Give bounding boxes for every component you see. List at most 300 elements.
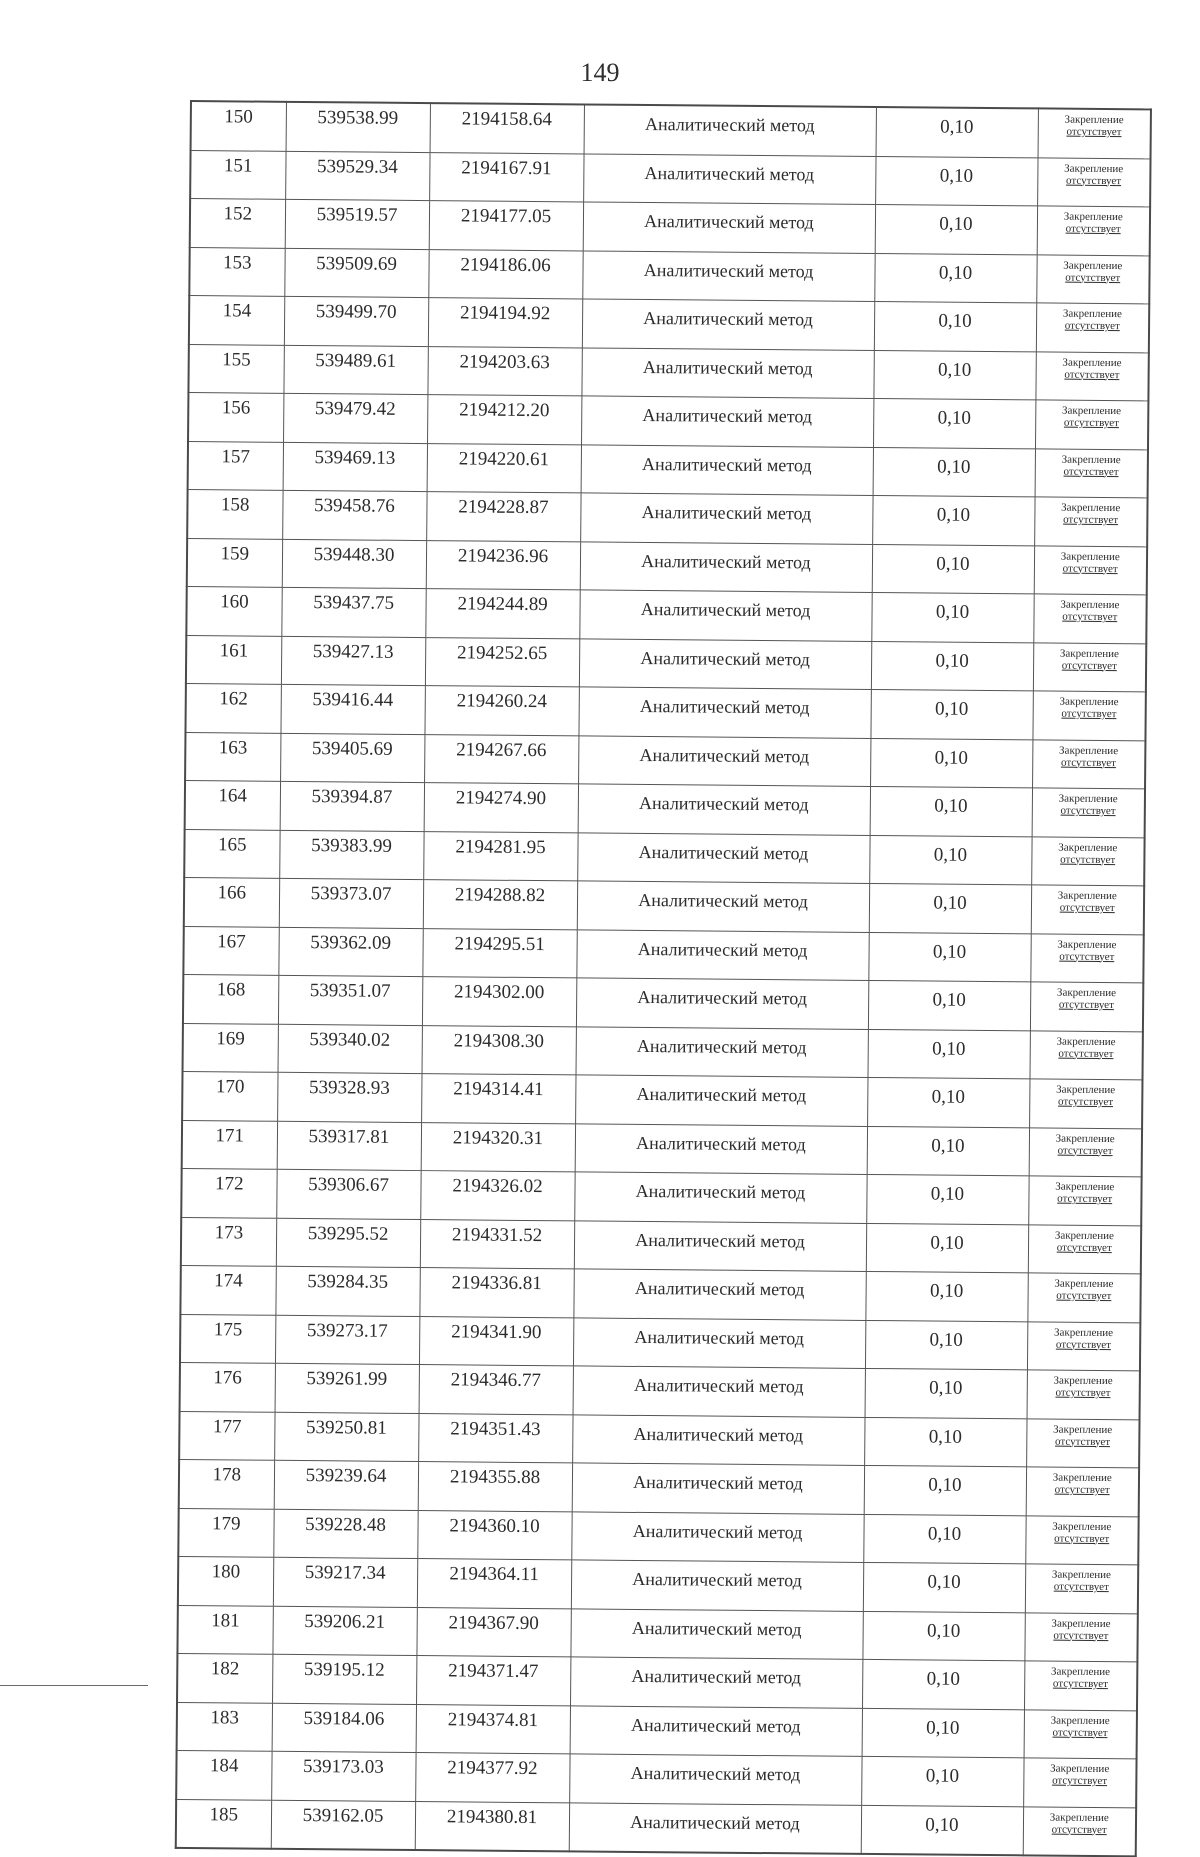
fixation-line-2: отсутствует [1066,174,1122,187]
fixation-line-1: Закрепление [1054,1277,1114,1291]
x-coordinate-cell: 539362.09 [278,927,422,977]
x-coordinate-cell: 539228.48 [273,1509,417,1559]
fixation-line-1: Закрепление [1053,1374,1113,1388]
x-coordinate-cell: 539184.06 [272,1703,416,1753]
y-coordinate-cell: 2194267.66 [424,734,578,784]
fixation-line-2: отсутствует [1051,1823,1107,1836]
point-number-cell: 181 [177,1605,272,1654]
fixation-cell [1036,254,1149,303]
method-cell: Аналитический метод [578,735,870,786]
method-cell: Аналитический метод [571,1511,863,1562]
table-row [186,635,1146,692]
accuracy-cell: 0,10 [869,883,1031,933]
fixation-cell [1034,497,1147,546]
fixation-line-2: отсутствует [1061,707,1117,721]
x-coordinate-cell: 539217.34 [273,1557,417,1607]
fixation-line-2: отсутствует [1060,804,1116,818]
method-cell: Аналитический метод [580,493,872,544]
y-coordinate-cell: 2194351.43 [418,1413,572,1463]
method-cell: Аналитический метод [570,1657,862,1708]
fixation-line-1: Закрепление [1062,356,1122,369]
fixation-line-1: Закрепление [1061,453,1121,466]
x-coordinate-cell: 539328.93 [277,1072,421,1122]
fixation-line-1: Закрепление [1060,550,1120,563]
method-cell: Аналитический метод [570,1705,862,1756]
fixation-cell [1036,303,1149,352]
fixation-line-1: Закрепление [1057,938,1117,951]
table-row [180,1314,1140,1371]
accuracy-cell: 0,10 [864,1465,1026,1515]
x-coordinate-cell: 539295.52 [276,1218,420,1268]
table-row [187,489,1147,546]
table-row [186,586,1146,643]
method-cell: Аналитический метод [573,1366,865,1417]
fixation-line-2: отсутствует [1061,659,1117,672]
fixation-line-1: Закрепление [1050,1665,1111,1679]
table-row [182,1120,1142,1177]
fixation-line-2: отсутствует [1065,271,1121,284]
y-coordinate-cell: 2194260.24 [424,686,578,736]
method-cell: Аналитический метод [569,1754,861,1805]
point-number-cell: 180 [178,1556,273,1605]
table-row [176,1799,1136,1856]
fixation-line-1: Закрепление [1060,598,1120,612]
table-row [177,1605,1137,1662]
x-coordinate-cell: 539499.70 [284,296,428,346]
method-cell: Аналитический метод [575,1075,867,1126]
footer-rule [0,1685,148,1686]
accuracy-cell: 0,10 [862,1708,1024,1758]
point-number-cell: 156 [188,392,283,441]
x-coordinate-cell: 539173.03 [271,1751,415,1801]
fixation-line-1: Закрепление [1054,1229,1114,1242]
accuracy-cell: 0,10 [873,447,1035,497]
x-coordinate-cell: 539437.75 [281,587,425,637]
fixation-cell [1034,545,1147,594]
fixation-cell [1025,1515,1138,1564]
point-number-cell: 183 [177,1702,272,1751]
fixation-cell [1032,691,1145,740]
table-row [178,1508,1138,1565]
point-number-cell: 160 [186,586,281,635]
accuracy-cell: 0,10 [874,253,1036,303]
coordinates-table [175,100,1152,1857]
y-coordinate-cell: 2194274.90 [424,783,578,833]
table-body [176,101,1151,1856]
table-row [190,150,1150,207]
fixation-line-2: отсутствует [1056,1241,1112,1254]
y-coordinate-cell: 2194167.91 [429,152,583,202]
method-cell: Аналитический метод [576,978,868,1029]
y-coordinate-cell: 2194374.81 [416,1704,570,1754]
point-number-cell: 165 [184,829,279,878]
table-row [179,1411,1139,1468]
method-cell: Аналитический метод [578,784,870,835]
point-number-cell: 158 [187,489,282,538]
x-coordinate-cell: 539538.99 [286,102,430,152]
table-row [187,538,1147,595]
accuracy-cell: 0,10 [863,1514,1025,1564]
y-coordinate-cell: 2194367.90 [416,1607,570,1657]
fixation-cell [1029,1030,1142,1079]
method-cell: Аналитический метод [580,541,872,592]
x-coordinate-cell: 539427.13 [281,636,425,686]
point-number-cell: 164 [185,780,280,829]
fixation-line-2: отсутствует [1052,1774,1108,1788]
fixation-line-2: отсутствует [1053,1629,1109,1642]
y-coordinate-cell: 2194326.02 [420,1171,574,1221]
fixation-line-2: отсутствует [1066,125,1122,139]
fixation-line-1: Закрепление [1064,162,1124,175]
accuracy-cell: 0,10 [866,1174,1028,1224]
table-row [190,199,1150,256]
fixation-line-2: отсутствует [1060,853,1116,866]
accuracy-cell: 0,10 [867,1029,1029,1079]
x-coordinate-cell: 539195.12 [272,1654,416,1704]
point-number-cell: 166 [184,877,279,926]
accuracy-cell: 0,10 [872,544,1034,594]
point-number-cell: 170 [182,1071,277,1120]
y-coordinate-cell: 2194158.64 [430,103,584,153]
method-cell: Аналитический метод [579,638,871,689]
fixation-line-1: Закрепление [1051,1617,1111,1630]
page-number: 149 [580,58,620,87]
fixation-cell [1025,1564,1138,1613]
y-coordinate-cell: 2194295.51 [422,928,576,978]
y-coordinate-cell: 2194203.63 [427,346,581,396]
accuracy-cell: 0,10 [865,1271,1027,1321]
accuracy-cell: 0,10 [865,1320,1027,1370]
fixation-cell [1023,1806,1136,1856]
method-cell: Аналитический метод [570,1608,862,1659]
point-number-cell: 178 [179,1459,274,1508]
fixation-cell [1023,1758,1136,1807]
fixation-cell [1026,1467,1139,1516]
x-coordinate-cell: 539261.99 [275,1363,419,1413]
y-coordinate-cell: 2194314.41 [421,1074,575,1124]
fixation-cell [1032,739,1145,788]
fixation-line-1: Закрепление [1052,1520,1112,1533]
accuracy-cell: 0,10 [862,1611,1024,1661]
table-row [188,344,1148,401]
fixation-cell [1027,1321,1140,1370]
x-coordinate-cell: 539273.17 [275,1315,419,1365]
accuracy-cell: 0,10 [862,1659,1024,1709]
y-coordinate-cell: 2194281.95 [423,831,577,881]
y-coordinate-cell: 2194288.82 [423,880,577,930]
accuracy-cell: 0,10 [865,1368,1027,1418]
x-coordinate-cell: 539405.69 [280,733,424,783]
accuracy-cell: 0,10 [875,156,1037,206]
fixation-line-2: отсутствует [1063,513,1119,527]
x-coordinate-cell: 539306.67 [276,1169,420,1219]
table-row [177,1653,1137,1710]
point-number-cell: 173 [181,1217,276,1266]
method-cell: Аналитический метод [575,1123,867,1174]
method-cell: Аналитический метод [582,250,874,301]
accuracy-cell: 0,10 [868,932,1030,982]
table-row [189,247,1149,304]
fixation-line-2: отсутствует [1065,222,1121,236]
fixation-line-1: Закрепление [1059,647,1120,660]
fixation-cell [1037,157,1150,206]
fixation-cell [1033,642,1146,691]
table-row [181,1168,1141,1225]
x-coordinate-cell: 539489.61 [283,345,427,395]
table-row [184,829,1144,886]
fixation-cell [1035,448,1148,497]
table-row [179,1459,1139,1516]
accuracy-cell: 0,10 [869,835,1031,885]
accuracy-cell: 0,10 [864,1417,1026,1467]
table-row [185,732,1145,789]
fixation-cell [1038,108,1151,158]
table-row [178,1556,1138,1613]
fixation-line-1: Закрепление [1059,744,1119,757]
accuracy-cell: 0,10 [861,1756,1023,1806]
fixation-line-1: Закрепление [1063,259,1123,272]
table-row [177,1702,1137,1759]
fixation-line-2: отсутствует [1060,756,1117,769]
y-coordinate-cell: 2194177.05 [429,201,583,251]
fixation-line-2: отсутствует [1054,1483,1110,1497]
accuracy-cell: 0,10 [872,495,1034,545]
point-number-cell: 171 [182,1120,277,1169]
point-number-cell: 185 [176,1799,271,1849]
x-coordinate-cell: 539351.07 [278,975,422,1025]
accuracy-cell: 0,10 [867,1077,1029,1127]
fixation-line-2: отсутствует [1057,1095,1114,1109]
y-coordinate-cell: 2194212.20 [427,395,581,445]
fixation-line-2: отсутствует [1063,465,1119,478]
fixation-line-1: Закрепление [1062,307,1122,321]
fixation-cell [1032,788,1145,837]
x-coordinate-cell: 539284.35 [275,1266,419,1316]
y-coordinate-cell: 2194308.30 [422,1025,576,1075]
fixation-cell [1037,206,1150,255]
fixation-line-1: Закрепление [1064,113,1124,127]
fixation-line-2: отсутствует [1057,1192,1113,1206]
method-cell: Аналитический метод [582,299,874,350]
y-coordinate-cell: 2194341.90 [419,1316,573,1366]
fixation-line-2: отсутствует [1062,562,1118,575]
x-coordinate-cell: 539162.05 [271,1800,415,1850]
fixation-cell [1024,1612,1137,1661]
fixation-line-2: отсутствует [1064,368,1120,381]
fixation-cell [1033,594,1146,643]
y-coordinate-cell: 2194320.31 [421,1122,575,1172]
point-number-cell: 179 [178,1508,273,1557]
table-row [181,1217,1141,1274]
fixation-line-2: отсутствует [1063,416,1120,430]
y-coordinate-cell: 2194355.88 [418,1462,572,1512]
x-coordinate-cell: 539529.34 [285,151,429,201]
accuracy-cell: 0,10 [868,980,1030,1030]
point-number-cell: 161 [186,635,281,684]
point-number-cell: 169 [183,1023,278,1072]
accuracy-cell: 0,10 [873,350,1035,400]
fixation-cell [1035,351,1148,400]
method-cell: Аналитический метод [572,1414,864,1465]
table-row [182,1071,1142,1128]
fixation-line-2: отсутствует [1055,1435,1111,1448]
x-coordinate-cell: 539448.30 [282,539,426,589]
table-row [191,101,1151,158]
x-coordinate-cell: 539317.81 [277,1121,421,1171]
fixation-cell [1035,400,1148,449]
y-coordinate-cell: 2194371.47 [416,1656,570,1706]
fixation-line-1: Закрепление [1050,1762,1110,1776]
fixation-line-2: отсутствует [1058,1047,1114,1060]
y-coordinate-cell: 2194380.81 [415,1801,569,1851]
method-cell: Аналитический метод [577,881,869,932]
fixation-line-2: отсутствует [1053,1580,1109,1594]
x-coordinate-cell: 539509.69 [284,248,428,298]
y-coordinate-cell: 2194228.87 [426,492,580,542]
fixation-cell [1026,1418,1139,1467]
fixation-line-1: Закрепление [1057,889,1117,903]
table-row [189,296,1149,353]
accuracy-cell: 0,10 [875,204,1037,254]
fixation-line-2: отсутствует [1055,1338,1111,1351]
method-cell: Аналитический метод [581,444,873,495]
point-number-cell: 167 [183,926,278,975]
method-cell: Аналитический метод [573,1317,865,1368]
table-row [185,683,1145,740]
fixation-line-1: Закрепление [1061,404,1122,418]
fixation-line-2: отсутствует [1059,950,1115,963]
accuracy-cell: 0,10 [871,592,1033,642]
method-cell: Аналитический метод [572,1463,864,1514]
y-coordinate-cell: 2194346.77 [419,1365,573,1415]
fixation-line-2: отсутствует [1052,1677,1109,1691]
fixation-line-2: отсутствует [1055,1386,1111,1400]
point-number-cell: 182 [177,1653,272,1702]
accuracy-cell: 0,10 [867,1126,1029,1176]
fixation-line-1: Закрепление [1051,1568,1111,1582]
y-coordinate-cell: 2194377.92 [415,1753,569,1803]
point-number-cell: 159 [187,538,282,587]
fixation-line-1: Закрепление [1059,695,1119,709]
fixation-line-1: Закрепление [1050,1714,1110,1727]
y-coordinate-cell: 2194186.06 [428,249,582,299]
method-cell: Аналитический метод [574,1172,866,1223]
method-cell: Аналитический метод [573,1269,865,1320]
point-number-cell: 155 [188,344,283,393]
table-row [188,392,1148,449]
method-cell: Аналитический метод [581,347,873,398]
point-number-cell: 175 [180,1314,275,1363]
fixation-cell [1024,1661,1137,1710]
fixation-cell [1030,933,1143,982]
accuracy-cell: 0,10 [873,398,1035,448]
fixation-line-1: Закрепление [1055,1180,1115,1194]
point-number-cell: 168 [183,974,278,1023]
method-cell: Аналитический метод [579,590,871,641]
x-coordinate-cell: 539340.02 [278,1024,422,1074]
point-number-cell: 153 [189,247,284,296]
point-number-cell: 151 [190,150,285,199]
x-coordinate-cell: 539383.99 [279,830,423,880]
fixation-cell [1030,982,1143,1031]
method-cell: Аналитический метод [577,832,869,883]
method-cell: Аналитический метод [576,1026,868,1077]
point-number-cell: 162 [185,683,280,732]
point-number-cell: 174 [180,1265,275,1314]
fixation-cell [1028,1176,1141,1225]
fixation-line-1: Закрепление [1053,1326,1114,1339]
x-coordinate-cell: 539479.42 [283,393,427,443]
accuracy-cell: 0,10 [866,1223,1028,1273]
x-coordinate-cell: 539458.76 [282,490,426,540]
method-cell: Аналитический метод [576,929,868,980]
method-cell: Аналитический метод [583,153,875,204]
fixation-cell [1031,885,1144,934]
table-row [183,974,1143,1031]
point-number-cell: 177 [179,1411,274,1460]
fixation-line-2: отсутствует [1056,1289,1112,1303]
accuracy-cell: 0,10 [861,1805,1023,1855]
fixation-line-2: отсутствует [1064,319,1120,333]
fixation-line-2: отсутствует [1057,1144,1113,1157]
accuracy-cell: 0,10 [863,1562,1025,1612]
x-coordinate-cell: 539373.07 [279,878,423,928]
fixation-line-1: Закрепление [1052,1471,1112,1485]
y-coordinate-cell: 2194336.81 [419,1268,573,1318]
point-number-cell: 172 [181,1168,276,1217]
table-row [183,926,1143,983]
fixation-cell [1031,836,1144,885]
method-cell: Аналитический метод [578,687,870,738]
point-number-cell: 176 [180,1362,275,1411]
fixation-line-1: Закрепление [1055,1132,1115,1145]
accuracy-cell: 0,10 [874,301,1036,351]
fixation-line-1: Закрепление [1058,841,1118,854]
method-cell: Аналитический метод [569,1802,861,1854]
y-coordinate-cell: 2194360.10 [417,1510,571,1560]
table-row [183,1023,1143,1080]
x-coordinate-cell: 539206.21 [272,1606,416,1656]
y-coordinate-cell: 2194252.65 [425,637,579,687]
y-coordinate-cell: 2194331.52 [420,1219,574,1269]
y-coordinate-cell: 2194220.61 [427,443,581,493]
accuracy-cell: 0,10 [870,738,1032,788]
fixation-line-1: Закрепление [1063,210,1123,224]
accuracy-cell: 0,10 [871,641,1033,691]
x-coordinate-cell: 539469.13 [283,442,427,492]
table-row [180,1265,1140,1322]
fixation-line-1: Закрепление [1058,792,1118,806]
y-coordinate-cell: 2194244.89 [425,589,579,639]
x-coordinate-cell: 539519.57 [285,199,429,249]
point-number-cell: 152 [190,199,285,248]
y-coordinate-cell: 2194302.00 [422,977,576,1027]
fixation-line-2: отсутствует [1058,998,1114,1012]
method-cell: Аналитический метод [574,1220,866,1271]
y-coordinate-cell: 2194236.96 [426,540,580,590]
accuracy-cell: 0,10 [876,107,1038,157]
y-coordinate-cell: 2194194.92 [428,298,582,348]
x-coordinate-cell: 539416.44 [280,684,424,734]
method-cell: Аналитический метод [581,396,873,447]
point-number-cell: 150 [191,101,286,151]
accuracy-cell: 0,10 [870,786,1032,836]
fixation-cell [1028,1224,1141,1273]
x-coordinate-cell: 539250.81 [274,1412,418,1462]
fixation-cell [1027,1273,1140,1322]
point-number-cell: 184 [176,1750,271,1799]
table-row [188,441,1148,498]
